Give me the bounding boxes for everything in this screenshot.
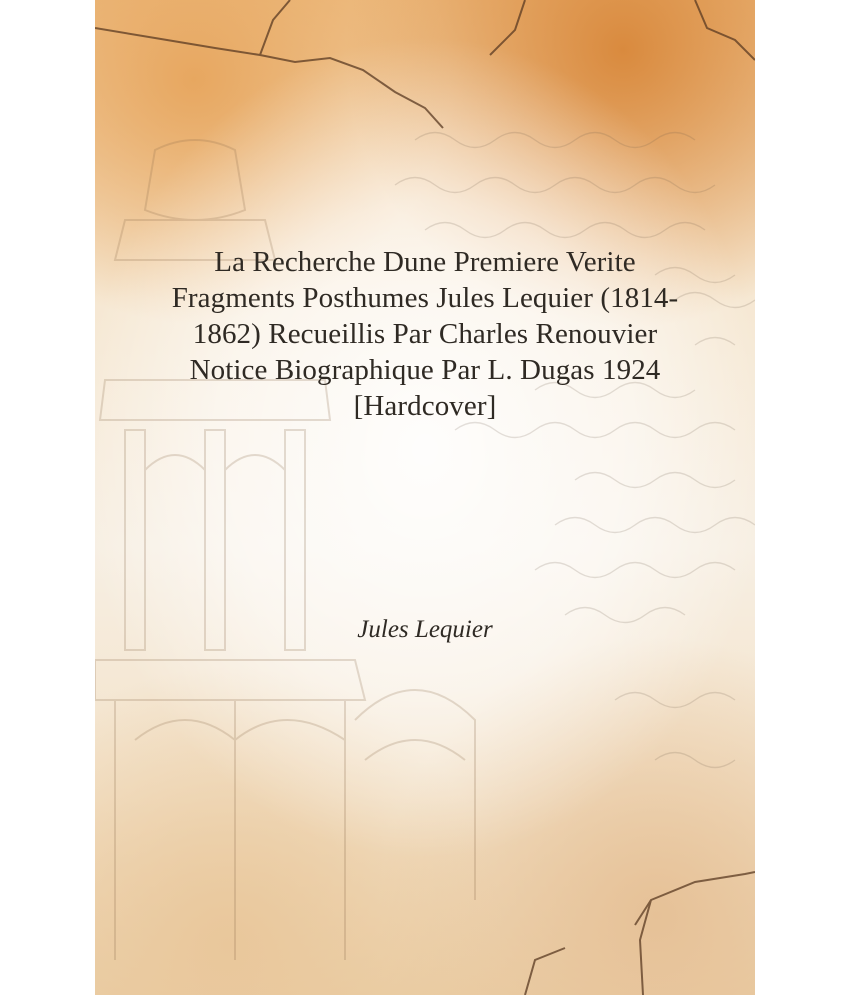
book-author: Jules Lequier <box>357 616 493 643</box>
book-title <box>135 244 715 424</box>
cover-illustration <box>95 0 755 995</box>
book-cover <box>95 0 755 995</box>
title-line-2: Fragments Posthumes Jules Lequier (1814- <box>171 282 679 314</box>
title-line-3: 1862) Recueillis Par Charles Renouvier <box>192 318 658 350</box>
title-line-1: La Recherche Dune Premiere Verite <box>214 246 636 278</box>
title-line-5: [Hardcover] <box>353 390 497 422</box>
title-line-4: Notice Biographique Par L. Dugas 1924 <box>189 354 661 386</box>
